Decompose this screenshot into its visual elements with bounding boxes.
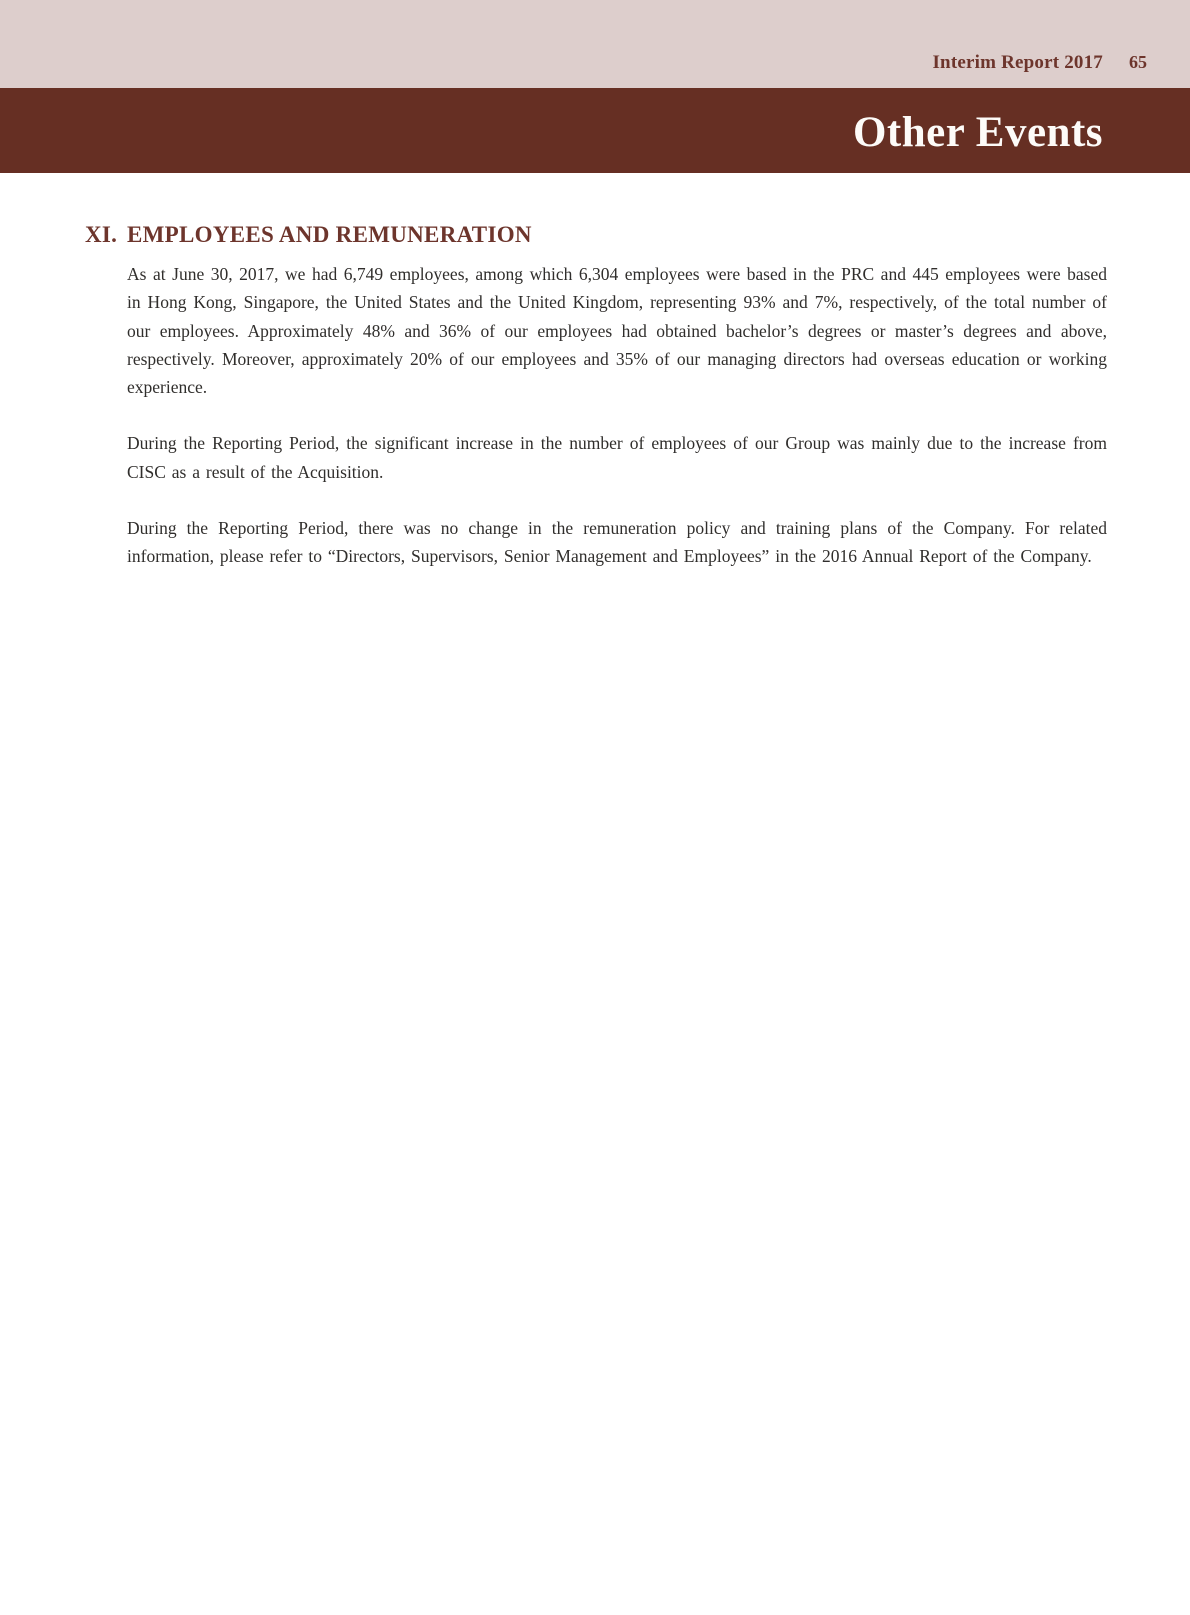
body-paragraph: During the Reporting Period, the significant increase in the number of employees of our Group was mainly due to the increase from CISC as a result of the Acquisition. bbox=[127, 433, 1107, 482]
page-header-line bbox=[932, 52, 1147, 74]
section-body bbox=[127, 260, 1107, 571]
section-heading bbox=[85, 222, 1107, 248]
body-paragraph: During the Reporting Period, there was no change in the remuneration policy and training plans of the Company. For related information, please refer to “Directors, Supervisors, Senior Management and Employees” in the 2016 Annual Report of the Company. bbox=[127, 518, 1107, 567]
section-title: EMPLOYEES AND REMUNERATION bbox=[127, 222, 532, 247]
section-number: XI. bbox=[85, 222, 118, 247]
report-title: Interim Report 2017 bbox=[932, 52, 1103, 73]
page-header-band bbox=[0, 0, 1190, 88]
body-paragraph: As at June 30, 2017, we had 6,749 employees, among which 6,304 employees were based in the PRC and 445 employees were based in Hong Kong, Singapore, the United States and the United Kingdom, representing 93% and 7%, respectively, of the total number of our employees. Approximately 48% and 36% of our employees had obtained bachelor’s degrees or master’s degrees and above, respectively. Moreover, approximately 20% of our employees and 35% of our managing directors had overseas education or working experience. bbox=[127, 264, 1107, 398]
page-content bbox=[0, 173, 1190, 571]
chapter-banner bbox=[0, 88, 1190, 173]
chapter-title: Other Events bbox=[852, 109, 1103, 156]
page-number: 65 bbox=[1129, 52, 1147, 72]
